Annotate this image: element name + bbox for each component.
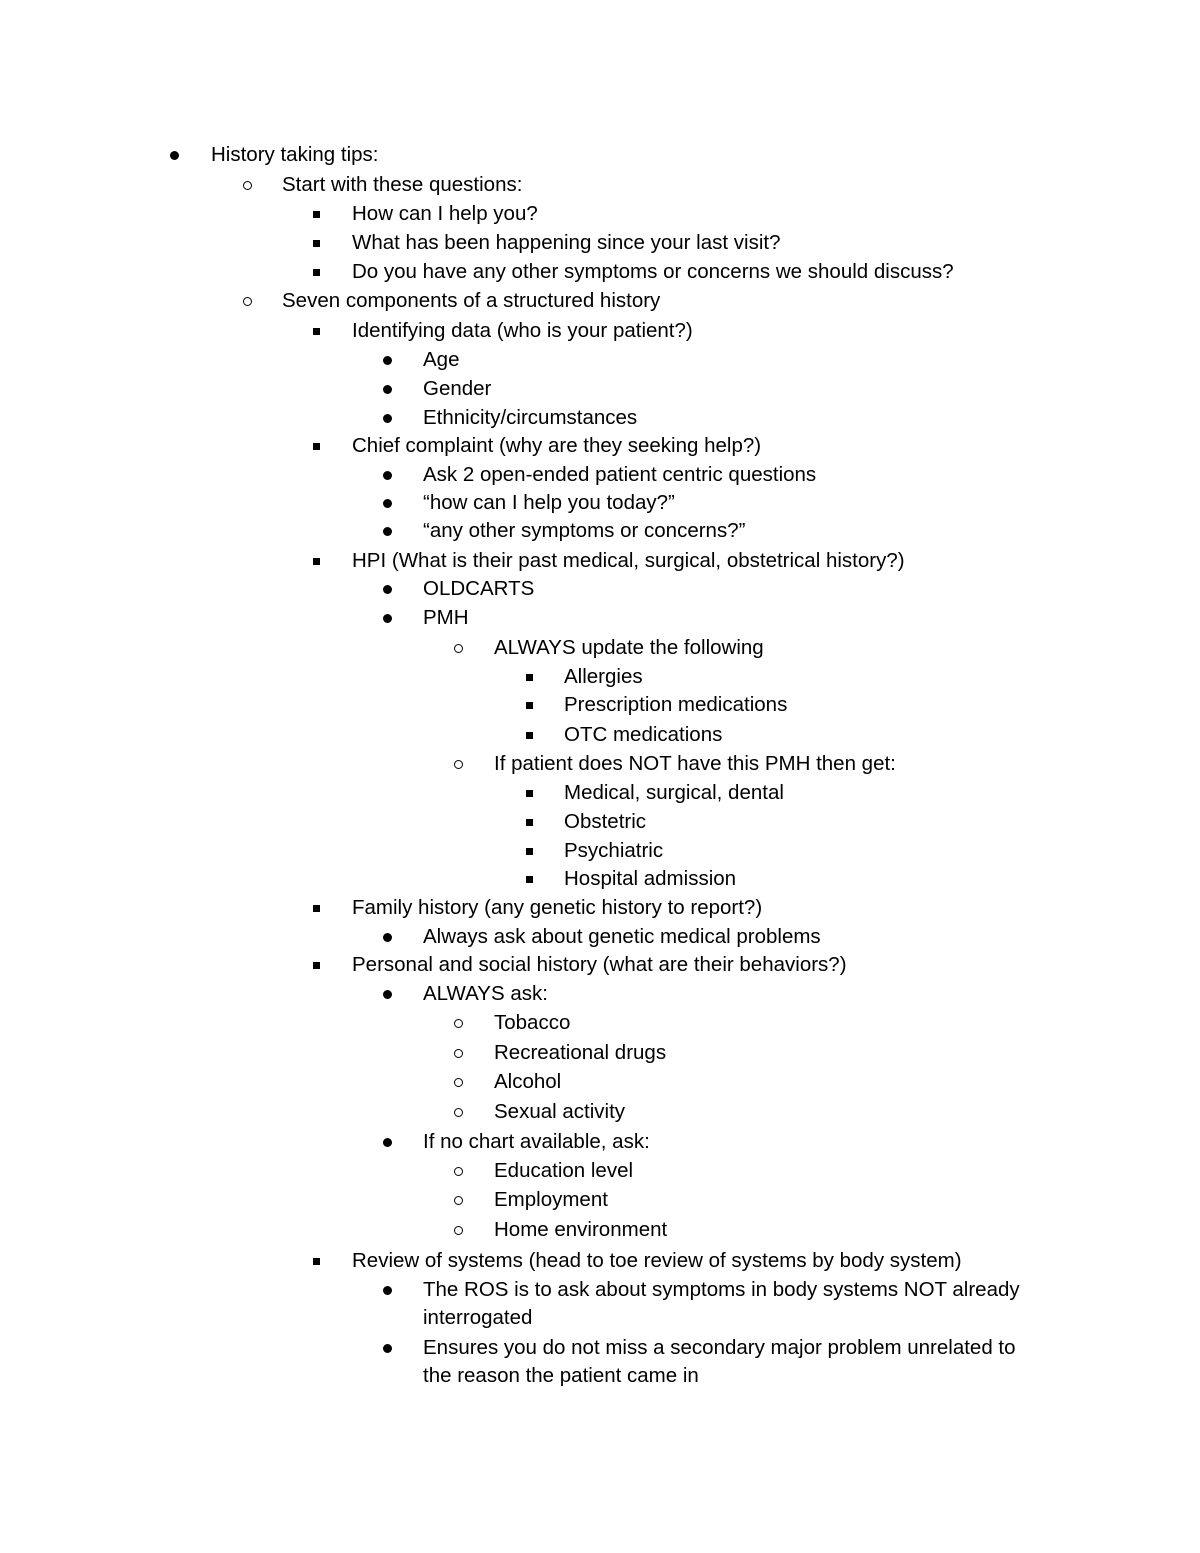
- disc-bullet-icon: [166, 140, 182, 170]
- list-item: [0, 807, 1200, 837]
- list-item: [0, 228, 1200, 258]
- list-item: [0, 1008, 1200, 1038]
- disc-bullet-icon: [379, 979, 395, 1009]
- list-item: [0, 199, 1200, 229]
- circle-bullet-icon: [239, 170, 255, 200]
- list-item-text: The ROS is to ask about symptoms in body systems NOT already: [423, 1278, 1020, 1301]
- list-item: [0, 431, 1200, 461]
- square-bullet-icon: [308, 431, 324, 461]
- square-bullet-icon: [521, 836, 537, 866]
- list-item: [0, 460, 1200, 490]
- list-item: [0, 662, 1200, 692]
- square-bullet-icon: [521, 720, 537, 750]
- list-item: [0, 690, 1200, 720]
- list-item: [0, 257, 1200, 287]
- list-item: [0, 316, 1200, 346]
- circle-bullet-icon: [450, 1008, 466, 1038]
- list-item-text: Do you have any other symptoms or concerns we should discuss?: [352, 260, 954, 283]
- list-item-text: “any other symptoms or concerns?”: [423, 519, 746, 542]
- circle-bullet-icon: [450, 1067, 466, 1097]
- list-item-text: Medical, surgical, dental: [564, 781, 784, 804]
- disc-bullet-icon: [379, 603, 395, 633]
- list-item-text: Personal and social history (what are their behaviors?): [352, 953, 847, 976]
- list-item-text: Prescription medications: [564, 693, 788, 716]
- square-bullet-icon: [521, 778, 537, 808]
- list-item-text: OTC medications: [564, 723, 723, 746]
- list-item: [0, 1275, 1200, 1305]
- disc-bullet-icon: [379, 460, 395, 490]
- circle-bullet-icon: [450, 749, 466, 779]
- list-item-text: Hospital admission: [564, 867, 737, 890]
- circle-bullet-icon: [450, 1156, 466, 1186]
- list-item: [0, 170, 1200, 200]
- list-item-text: ALWAYS update the following: [494, 636, 764, 659]
- list-item-text: Always ask about genetic medical problems: [423, 925, 821, 948]
- square-bullet-icon: [521, 807, 537, 837]
- list-item: [0, 836, 1200, 866]
- circle-bullet-icon: [450, 1097, 466, 1127]
- list-item-text: ALWAYS ask:: [423, 982, 548, 1005]
- disc-bullet-icon: [379, 488, 395, 518]
- list-item: [0, 403, 1200, 433]
- list-item-text: Tobacco: [494, 1011, 571, 1034]
- list-item-text: Ethnicity/circumstances: [423, 406, 638, 429]
- list-item-text: Ask 2 open-ended patient centric questions: [423, 463, 817, 486]
- list-item-text: PMH: [423, 606, 469, 629]
- list-item: [0, 1156, 1200, 1186]
- list-item: [0, 979, 1200, 1009]
- disc-bullet-icon: [379, 345, 395, 375]
- list-item-text: What has been happening since your last visit?: [352, 231, 781, 254]
- list-item-text: Psychiatric: [564, 839, 664, 862]
- list-item: [0, 778, 1200, 808]
- list-item: [0, 1038, 1200, 1068]
- list-item-text: Seven components of a structured history: [282, 289, 661, 312]
- list-item: [0, 1333, 1200, 1363]
- list-item-text: How can I help you?: [352, 202, 538, 225]
- list-item-text: “how can I help you today?”: [423, 491, 675, 514]
- square-bullet-icon: [308, 950, 324, 980]
- list-item-text: Obstetric: [564, 810, 647, 833]
- square-bullet-icon: [521, 662, 537, 692]
- list-item-text: Home environment: [494, 1218, 668, 1241]
- square-bullet-icon: [308, 228, 324, 258]
- list-item: [0, 950, 1200, 980]
- square-bullet-icon: [308, 199, 324, 229]
- list-item-text: Sexual activity: [494, 1100, 626, 1123]
- list-item-text: Chief complaint (why are they seeking help?): [352, 434, 762, 457]
- square-bullet-icon: [521, 864, 537, 894]
- disc-bullet-icon: [379, 574, 395, 604]
- disc-bullet-icon: [379, 1127, 395, 1157]
- list-item-text: Employment: [494, 1188, 608, 1211]
- list-item: [0, 488, 1200, 518]
- disc-bullet-icon: [379, 1275, 395, 1305]
- list-item-text: Allergies: [564, 665, 643, 688]
- list-item-text: OLDCARTS: [423, 577, 535, 600]
- disc-bullet-icon: [379, 516, 395, 546]
- list-item-text: Alcohol: [494, 1070, 562, 1093]
- disc-bullet-icon: [379, 922, 395, 952]
- list-item: [0, 1097, 1200, 1127]
- list-item: [0, 374, 1200, 404]
- disc-bullet-icon: [379, 1333, 395, 1363]
- square-bullet-icon: [308, 316, 324, 346]
- list-item: [0, 516, 1200, 546]
- list-item: [0, 893, 1200, 923]
- circle-bullet-icon: [450, 1185, 466, 1215]
- list-item: [0, 546, 1200, 576]
- circle-bullet-icon: [450, 633, 466, 663]
- square-bullet-icon: [308, 546, 324, 576]
- list-item-text: Ensures you do not miss a secondary major problem unrelated to: [423, 1336, 1016, 1359]
- list-item-text: HPI (What is their past medical, surgical, obstetrical history?): [352, 549, 905, 572]
- list-item: [0, 603, 1200, 633]
- list-item-text: Age: [423, 348, 460, 371]
- list-item: [0, 749, 1200, 779]
- list-item-text: Gender: [423, 377, 492, 400]
- list-item: [0, 140, 1200, 170]
- square-bullet-icon: [308, 257, 324, 287]
- square-bullet-icon: [308, 893, 324, 923]
- list-item: [0, 1215, 1200, 1245]
- list-item-text: Identifying data (who is your patient?): [352, 319, 693, 342]
- circle-bullet-icon: [450, 1215, 466, 1245]
- disc-bullet-icon: [379, 374, 395, 404]
- list-item-text: Recreational drugs: [494, 1041, 667, 1064]
- list-item: [0, 345, 1200, 375]
- list-item-text: the reason the patient came in: [423, 1364, 699, 1387]
- list-item: [0, 1246, 1200, 1276]
- square-bullet-icon: [521, 690, 537, 720]
- list-item-text: History taking tips:: [211, 143, 379, 166]
- square-bullet-icon: [308, 1246, 324, 1276]
- disc-bullet-icon: [379, 403, 395, 433]
- list-item-text: If patient does NOT have this PMH then get:: [494, 752, 896, 775]
- list-item: [0, 1303, 1200, 1333]
- circle-bullet-icon: [239, 286, 255, 316]
- circle-bullet-icon: [450, 1038, 466, 1068]
- list-item: [0, 720, 1200, 750]
- list-item-text: If no chart available, ask:: [423, 1130, 650, 1153]
- list-item: [0, 574, 1200, 604]
- list-item: [0, 286, 1200, 316]
- list-item-text: Start with these questions:: [282, 173, 523, 196]
- list-item: [0, 633, 1200, 663]
- list-item: [0, 1127, 1200, 1157]
- list-item: [0, 864, 1200, 894]
- list-item: [0, 922, 1200, 952]
- list-item: [0, 1185, 1200, 1215]
- list-item-text: interrogated: [423, 1306, 533, 1329]
- list-item: [0, 1067, 1200, 1097]
- list-item-text: Education level: [494, 1159, 634, 1182]
- list-item-text: Family history (any genetic history to report?): [352, 896, 763, 919]
- list-item-text: Review of systems (head to toe review of systems by body system): [352, 1249, 962, 1272]
- list-item: [0, 1361, 1200, 1391]
